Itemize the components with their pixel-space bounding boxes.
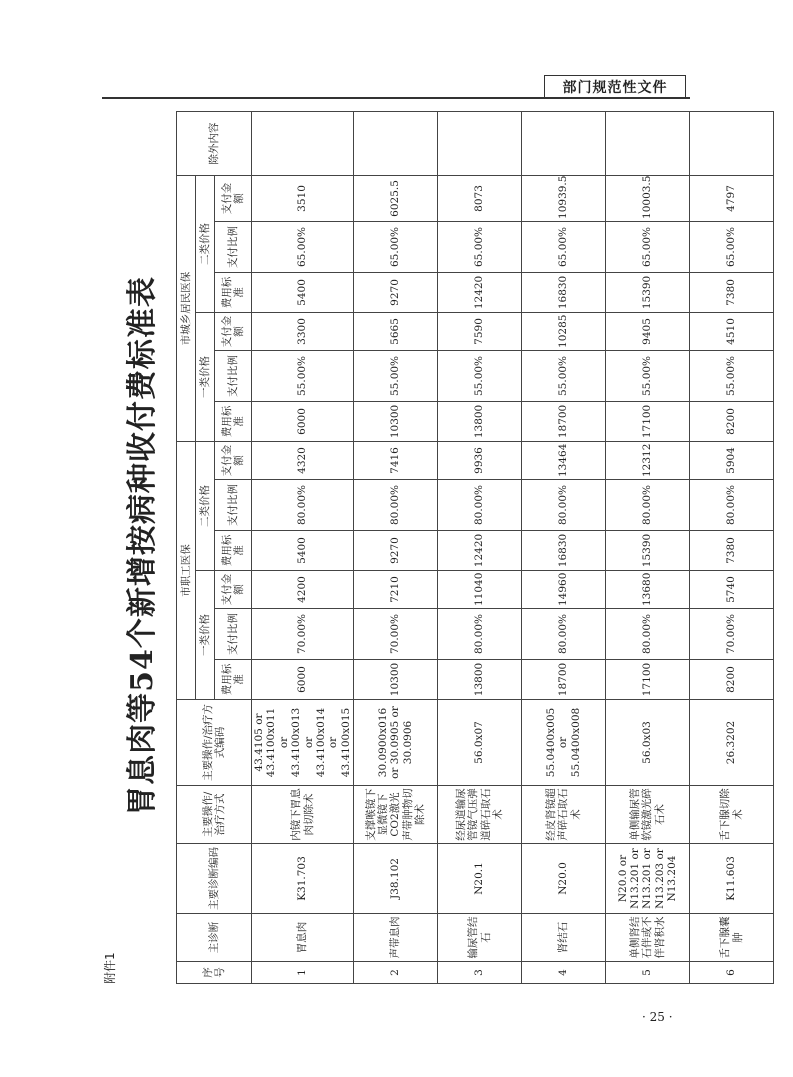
- cell-res-c2-amount: 4797: [690, 175, 774, 221]
- cell-res-c2-amount: 10003.5: [606, 175, 690, 221]
- header-res-class1: 一类价格: [196, 312, 215, 441]
- cell-emp-c2-ratio: 80.00%: [690, 480, 774, 531]
- header-pay-ratio: 支付比例: [215, 221, 252, 272]
- table-row: [354, 111, 438, 983]
- cell-seq: 3: [438, 962, 522, 984]
- cell-emp-c1-ratio: 80.00%: [522, 609, 606, 660]
- cell-emp-c1-amount: 13680: [606, 571, 690, 609]
- cell-emp-c2-fee: 5400: [252, 531, 354, 571]
- page-number: · 25 ·: [642, 1010, 673, 1024]
- header-pay-amount: 支付金额: [215, 571, 252, 609]
- cell-diagnosis-code: N20.0 or N13.201 or N13.201 or N13.203 or N13.204: [606, 844, 690, 914]
- cell-emp-c1-fee: 8200: [690, 660, 774, 700]
- cell-procedure-code: 26.3202: [690, 700, 774, 786]
- header-pay-amount: 支付金额: [215, 312, 252, 350]
- cell-res-c1-ratio: 55.00%: [252, 350, 354, 401]
- cell-res-c2-fee: 15390: [606, 272, 690, 312]
- cell-res-c1-amount: 3300: [252, 312, 354, 350]
- cell-emp-c2-fee: 12420: [438, 531, 522, 571]
- cell-res-c1-amount: 9405: [606, 312, 690, 350]
- cell-emp-c1-fee: 6000: [252, 660, 354, 700]
- header-pay-ratio: 支付比例: [215, 609, 252, 660]
- cell-diagnosis-code: K11.603: [690, 844, 774, 914]
- cell-res-c1-amount: 10285: [522, 312, 606, 350]
- cell-emp-c2-amount: 12312: [606, 441, 690, 479]
- cell-res-c1-amount: 7590: [438, 312, 522, 350]
- cell-emp-c2-fee: 9270: [354, 531, 438, 571]
- document-type-badge: 部门规范性文件: [544, 75, 686, 98]
- cell-exclusions: [690, 111, 774, 175]
- cell-emp-c2-fee: 16830: [522, 531, 606, 571]
- header-seq: 序号: [177, 962, 252, 984]
- cell-res-c1-fee: 17100: [606, 401, 690, 441]
- cell-res-c2-ratio: 65.00%: [522, 221, 606, 272]
- cell-res-c1-fee: 6000: [252, 401, 354, 441]
- cell-exclusions: [354, 111, 438, 175]
- cell-diagnosis: 胃息肉: [252, 914, 354, 962]
- table-row: [690, 111, 774, 983]
- cell-diagnosis: 输尿管结石: [438, 914, 522, 962]
- cell-emp-c1-amount: 7210: [354, 571, 438, 609]
- cell-emp-c2-ratio: 80.00%: [606, 480, 690, 531]
- cell-procedure: 经尿道输尿管镜气压弹道碎石取石术: [438, 786, 522, 844]
- cell-res-c2-fee: 16830: [522, 272, 606, 312]
- rotated-page-content: [101, 108, 744, 984]
- header-diagnosis: 主诊断: [177, 914, 252, 962]
- cell-emp-c2-amount: 5904: [690, 441, 774, 479]
- cell-emp-c1-fee: 17100: [606, 660, 690, 700]
- header-pay-amount: 支付金额: [215, 175, 252, 221]
- cell-res-c1-ratio: 55.00%: [522, 350, 606, 401]
- cell-seq: 4: [522, 962, 606, 984]
- cell-emp-c1-amount: 4200: [252, 571, 354, 609]
- header-resident-insurance: 市城乡居民医保: [177, 175, 196, 441]
- cell-res-c2-amount: 6025.5: [354, 175, 438, 221]
- cell-emp-c1-ratio: 70.00%: [354, 609, 438, 660]
- cell-diagnosis-code: N20.0: [522, 844, 606, 914]
- document-title: 胃息肉等54个新增按病种收付费标准表: [125, 276, 160, 816]
- table-row: [438, 111, 522, 983]
- cell-res-c2-ratio: 65.00%: [606, 221, 690, 272]
- table-row: [252, 111, 354, 983]
- header-fee-standard: 费用标准: [215, 401, 252, 441]
- header-exclusions: 除外内容: [177, 111, 252, 175]
- table-row: [522, 111, 606, 983]
- cell-res-c1-fee: 13800: [438, 401, 522, 441]
- cell-exclusions: [438, 111, 522, 175]
- header-emp-class1: 一类价格: [196, 571, 215, 700]
- cell-emp-c1-ratio: 80.00%: [606, 609, 690, 660]
- cell-emp-c2-amount: 13464: [522, 441, 606, 479]
- header-pay-ratio: 支付比例: [215, 350, 252, 401]
- cell-res-c2-amount: 10939.5: [522, 175, 606, 221]
- header-fee-standard: 费用标准: [215, 272, 252, 312]
- table-row: [606, 111, 690, 983]
- cell-seq: 5: [606, 962, 690, 984]
- cell-res-c2-fee: 9270: [354, 272, 438, 312]
- attachment-label: 附件1: [103, 952, 117, 984]
- cell-emp-c2-amount: 4320: [252, 441, 354, 479]
- cell-diagnosis-code: N20.1: [438, 844, 522, 914]
- header-res-class2: 二类价格: [196, 175, 215, 312]
- cell-emp-c2-ratio: 80.00%: [252, 480, 354, 531]
- cell-res-c1-fee: 18700: [522, 401, 606, 441]
- cell-seq: 2: [354, 962, 438, 984]
- cell-exclusions: [606, 111, 690, 175]
- cell-res-c2-fee: 12420: [438, 272, 522, 312]
- cell-diagnosis-code: J38.102: [354, 844, 438, 914]
- cell-res-c1-ratio: 55.00%: [354, 350, 438, 401]
- header-employee-insurance: 市职工医保: [177, 441, 196, 699]
- cell-emp-c2-ratio: 80.00%: [522, 480, 606, 531]
- cell-emp-c1-fee: 10300: [354, 660, 438, 700]
- cell-emp-c1-ratio: 70.00%: [252, 609, 354, 660]
- cell-res-c2-ratio: 65.00%: [690, 221, 774, 272]
- cell-diagnosis: 单侧肾结石伴或不伴肾积水: [606, 914, 690, 962]
- cell-procedure: 经皮肾镜超声碎石取石术: [522, 786, 606, 844]
- cell-procedure-code: 43.4105 or 43.4100x011 or 43.4100x013 or 43.4100x014 or 43.4100x015: [252, 700, 354, 786]
- cell-res-c2-ratio: 65.00%: [252, 221, 354, 272]
- cell-res-c1-amount: 4510: [690, 312, 774, 350]
- cell-res-c1-ratio: 55.00%: [606, 350, 690, 401]
- cell-emp-c1-amount: 11040: [438, 571, 522, 609]
- header-fee-standard: 费用标准: [215, 531, 252, 571]
- cell-procedure: 单侧输尿管软镜激光碎石术: [606, 786, 690, 844]
- cell-emp-c2-fee: 7380: [690, 531, 774, 571]
- cell-emp-c2-ratio: 80.00%: [438, 480, 522, 531]
- cell-procedure: 舌下腺切除术: [690, 786, 774, 844]
- cell-emp-c1-amount: 14960: [522, 571, 606, 609]
- header-procedure: 主要操作/治疗方式: [177, 786, 252, 844]
- cell-diagnosis: 声带息肉: [354, 914, 438, 962]
- cell-res-c2-fee: 5400: [252, 272, 354, 312]
- cell-diagnosis: 肾结石: [522, 914, 606, 962]
- cell-emp-c1-fee: 13800: [438, 660, 522, 700]
- fee-standard-table: [176, 111, 774, 984]
- cell-emp-c1-ratio: 80.00%: [438, 609, 522, 660]
- cell-seq: 1: [252, 962, 354, 984]
- header-pay-amount: 支付金额: [215, 441, 252, 479]
- cell-procedure-code: 56.0x03: [606, 700, 690, 786]
- cell-res-c2-ratio: 65.00%: [438, 221, 522, 272]
- cell-emp-c2-ratio: 80.00%: [354, 480, 438, 531]
- cell-res-c2-amount: 3510: [252, 175, 354, 221]
- cell-emp-c1-amount: 5740: [690, 571, 774, 609]
- cell-emp-c1-fee: 18700: [522, 660, 606, 700]
- header-pay-ratio: 支付比例: [215, 480, 252, 531]
- header-emp-class2: 二类价格: [196, 441, 215, 570]
- cell-procedure: 支撑喉镜下显微镜下CO2激光声带肿物切除术: [354, 786, 438, 844]
- cell-emp-c2-amount: 7416: [354, 441, 438, 479]
- header-procedure-code: 主要操作/治疗方式编码: [177, 700, 252, 786]
- cell-procedure-code: 55.0400x005 or 55.0400x008: [522, 700, 606, 786]
- cell-res-c1-ratio: 55.00%: [690, 350, 774, 401]
- cell-res-c2-ratio: 65.00%: [354, 221, 438, 272]
- cell-exclusions: [522, 111, 606, 175]
- cell-diagnosis: 舌下腺囊肿: [690, 914, 774, 962]
- cell-procedure-code: 56.0x07: [438, 700, 522, 786]
- cell-emp-c2-amount: 9936: [438, 441, 522, 479]
- cell-res-c1-fee: 8200: [690, 401, 774, 441]
- cell-res-c2-fee: 7380: [690, 272, 774, 312]
- header-diagnosis-code: 主要诊断编码: [177, 844, 252, 914]
- cell-procedure-code: 30.0900x016 or 30.0905 or 30.0906: [354, 700, 438, 786]
- cell-res-c1-amount: 5665: [354, 312, 438, 350]
- cell-emp-c1-ratio: 70.00%: [690, 609, 774, 660]
- cell-res-c1-fee: 10300: [354, 401, 438, 441]
- header-fee-standard: 费用标准: [215, 660, 252, 700]
- cell-res-c2-amount: 8073: [438, 175, 522, 221]
- cell-diagnosis-code: K31.703: [252, 844, 354, 914]
- cell-res-c1-ratio: 55.00%: [438, 350, 522, 401]
- cell-emp-c2-fee: 15390: [606, 531, 690, 571]
- cell-procedure: 内镜下胃息肉切除术: [252, 786, 354, 844]
- cell-seq: 6: [690, 962, 774, 984]
- cell-exclusions: [252, 111, 354, 175]
